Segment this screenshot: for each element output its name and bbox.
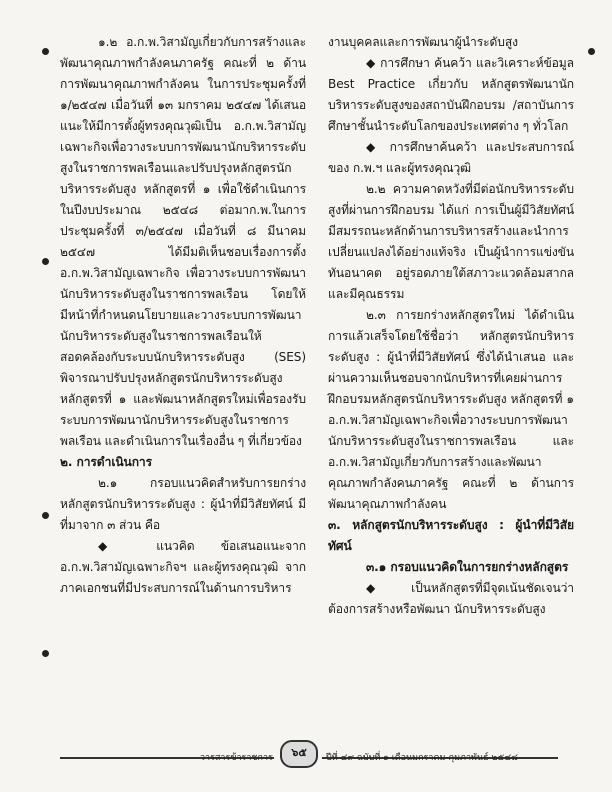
footer-journal-name: วารสารข้าราชการ: [200, 753, 273, 763]
left-text-column: [60, 32, 306, 599]
section-2-heading: ๒. การดำเนินการ: [60, 455, 153, 469]
binding-hole-dot: [588, 48, 595, 55]
continued-line: งานบุคคลและการพัฒนาผู้นำระดับสูง: [328, 35, 518, 49]
bullet-focus: ◆ เป็นหลักสูตรที่มีจุดเน้นชัดเจนว่าต้องการสร้างหรือพัฒนา นักบริหารระดับสูง: [328, 581, 574, 616]
binding-hole-dot: [42, 650, 49, 657]
bullet-concept: ◆ แนวคิด ข้อเสนอแนะจาก อ.ก.พ.วิสามัญเฉพาะกิจฯ และผู้ทรงคุณวุฒิ จากภาคเอกชนที่มีประสบการณ์ในด้านการบริหาร: [60, 539, 306, 595]
page-number: ๖๕: [280, 740, 318, 768]
bullet-study: ◆ การศึกษาค้นคว้า และประสบการณ์ของ ก.พ.ฯ และผู้ทรงคุณวุฒิ: [328, 140, 574, 175]
binding-hole-dot: [42, 48, 49, 55]
right-text-column: [328, 32, 574, 620]
paragraph-2-2: ๒.๒ ความคาดหวังที่มีต่อนักบริหารระดับสูงที่ผ่านการฝึกอบรม ได้แก่ การเป็นผู้มีวิสัยทัศน์ มีสมรรถนะหลักด้านการบริหารสร้างและนำการเปลี่ยนแปลงได้อย่างแท้จริง เป็นผู้นำการแข่งขัน ทันอนาคต อยู่รอดภายใต้สภาวะแวดล้อมสากล และมีคุณธรรม: [328, 182, 574, 301]
binding-hole-dot: [42, 512, 49, 519]
paragraph-2-3: ๒.๓ การยกร่างหลักสูตรใหม่ ได้ดำเนินการแล้วเสร็จโดยใช้ชื่อว่า หลักสูตรนักบริหารระดับสูง : ผู้นำที่มีวิสัยทัศน์ ซึ่งได้นำเสนอ และผ่านความเห็นชอบจากนักบริหารที่เคยผ่านการฝึกอบรมหลักสูตรนักบริหารระดับสูง หลักสูตรที่ ๑ อ.ก.พ.วิสามัญเฉพาะกิจเพื่อวางระบบการพัฒนานักบริหารระดับสูงในราชการพลเรือน และ อ.ก.พ.วิสามัญเกี่ยวกับการสร้างและพัฒนาคุณภาพกำลังคนภาครัฐ คณะที่ ๒ ด้านการพัฒนาคุณภาพกำลังคน: [328, 308, 574, 511]
section-3-1-heading: ๓.๑ กรอบแนวคิดในการยกร่างหลักสูตร: [366, 560, 569, 574]
paragraph-2-1: ๒.๑ กรอบแนวคิดสำหรับการยกร่างหลักสูตรนักบริหารระดับสูง : ผู้นำที่มีวิสัยทัศน์ มีที่มาจาก ๓ ส่วน คือ: [60, 476, 306, 532]
binding-hole-dot: [42, 258, 49, 265]
section-3-heading: ๓. หลักสูตรนักบริหารระดับสูง : ผู้นำที่มีวิสัยทัศน์: [328, 518, 574, 553]
paragraph-1-2: ๑.๒ อ.ก.พ.วิสามัญเกี่ยวกับการสร้างและพัฒนาคุณภาพกำลังคนภาครัฐ คณะที่ ๒ ด้านการพัฒนาคุณภาพกำลังคน ในการประชุมครั้งที่ ๑/๒๕๔๗ เมื่อวันที่ ๑๓ มกราคม ๒๕๔๗ ได้เสนอแนะให้มีการตั้งผู้ทรงคุณวุฒิเป็น อ.ก.พ.วิสามัญเฉพาะกิจเพื่อวางระบบการพัฒนานักบริหารระดับสูงในราชการพลเรือนและปรับปรุงหลักสูตรนักบริหารระดับสูง หลักสูตรที่ ๑ เพื่อใช้ดำเนินการในปีงบประมาณ ๒๕๔๘ ต่อมาก.พ.ในการประชุมครั้งที่ ๓/๒๕๔๗ เมื่อวันที่ ๘ มีนาคม ๒๕๔๗ ได้มีมติเห็นชอบเรื่องการตั้ง อ.ก.พ.วิสามัญเฉพาะกิจ เพื่อวางระบบการพัฒนานักบริหารระดับสูงในราชการพลเรือน โดยให้มีหน้าที่กำหนดนโยบายและวางระบบการพัฒนานักบริหารระดับสูงในราชการพลเรือนให้สอดคล้องกับระบบนักบริหารระดับสูง (SES) พิจารณาปรับปรุงหลักสูตรนักบริหารระดับสูง หลักสูตรที่ ๑ และพัฒนาหลักสูตรใหม่เพื่อรองรับระบบการพัฒนานักบริหารระดับสูงในราชการพลเรือน และดำเนินการในเรื่องอื่น ๆ ที่เกี่ยวข้อง: [60, 35, 306, 448]
bullet-best-practice: ◆ การศึกษา ค้นคว้า และวิเคราะห์ข้อมูล Best Practice เกี่ยวกับ หลักสูตรพัฒนานักบริหารระดับสูงของสถาบันฝึกอบรม /สถาบันการศึกษาชั้นนำระดับโลกของประเทศต่าง ๆ ทั่วโลก: [328, 56, 574, 133]
footer-issue-info: ปีที่ ๔๙ ฉบับที่ ๑ เดือนมกราคม-กุมภาพันธ์ ๒๕๔๘: [326, 753, 518, 763]
